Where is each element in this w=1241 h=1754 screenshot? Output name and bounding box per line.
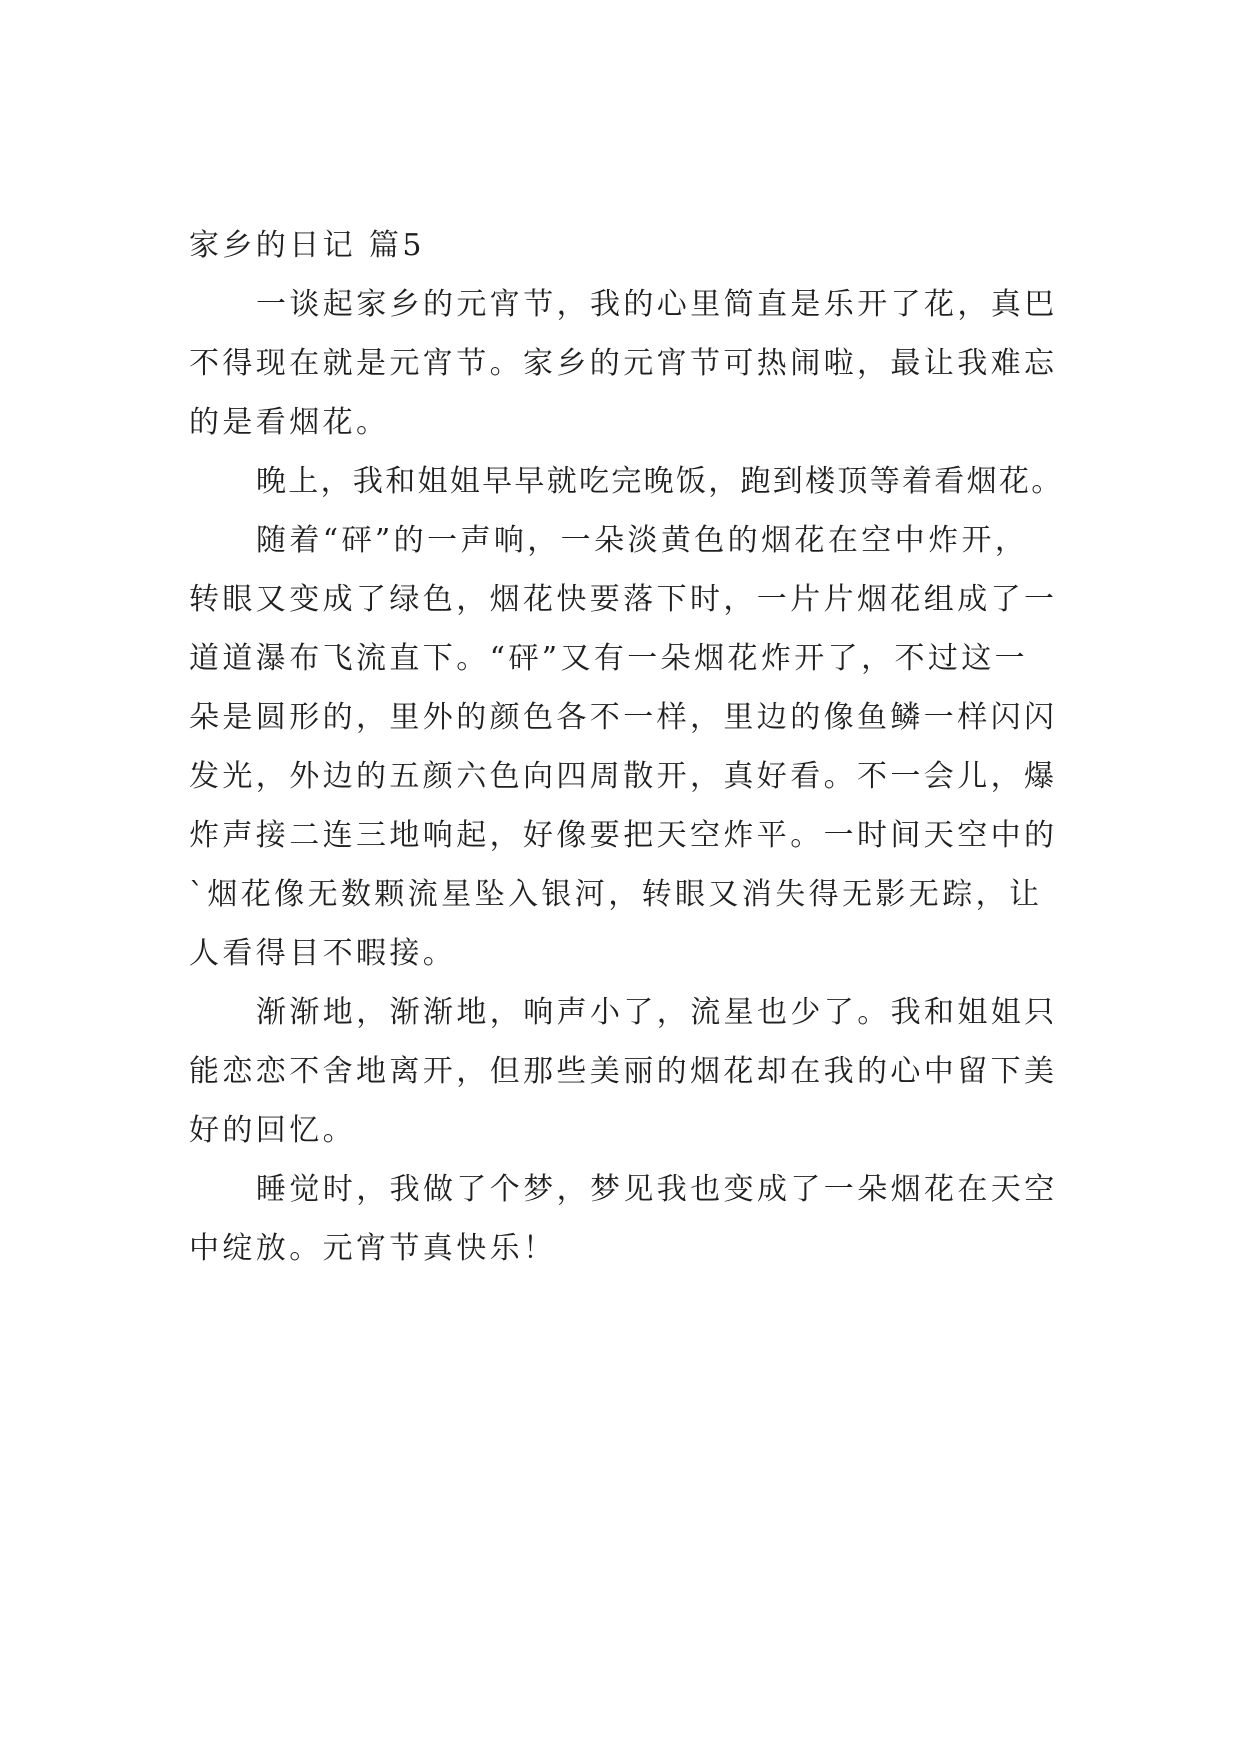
paragraph-line: 转眼又变成了绿色，烟花快要落下时，一片片烟花组成了一: [189, 582, 1058, 617]
paragraph-line: 的是看烟花。: [189, 405, 390, 440]
paragraph-line: 炸声接二连三地响起，好像要把天空炸平。一时间天空中的: [189, 818, 1058, 853]
paragraph-line: 一谈起家乡的元宵节，我的心里简直是乐开了花，真巴: [256, 287, 1058, 322]
paragraph-line: 中绽放。元宵节真快乐！: [189, 1231, 557, 1266]
paragraph-line: 朵是圆形的，里外的颜色各不一样，里边的像鱼鳞一样闪闪: [189, 700, 1058, 735]
paragraph-line: 能恋恋不舍地离开，但那些美丽的烟花却在我的心中留下美: [189, 1054, 1058, 1089]
paragraph: [189, 983, 1089, 1160]
paragraph: [189, 511, 1089, 983]
paragraph-line: 渐渐地，渐渐地，响声小了，流星也少了。我和姐姐只: [256, 995, 1058, 1030]
paragraph-line: 人看得目不暇接。: [189, 936, 457, 971]
paragraph-line: 道道瀑布飞流直下。“砰”又有一朵烟花炸开了，不过这一: [189, 641, 1029, 676]
paragraph: [189, 275, 1089, 452]
paragraph-line: 睡觉时，我做了个梦，梦见我也变成了一朵烟花在天空: [256, 1172, 1058, 1207]
paragraph: [189, 452, 1089, 511]
paragraph-line: 发光，外边的五颜六色向四周散开，真好看。不一会儿，爆: [189, 759, 1058, 794]
paragraph-line: 好的回忆。: [189, 1113, 356, 1148]
paragraph-line: 不得现在就是元宵节。家乡的元宵节可热闹啦，最让我难忘: [189, 346, 1058, 381]
paragraph-line: `烟花像无数颗流星坠入银河，转眼又消失得无影无踪，让: [189, 877, 1043, 912]
document-title: 家乡的日记 篇5: [189, 228, 425, 263]
paragraph-line: 随着“砰”的一声响，一朵淡黄色的烟花在空中炸开，: [256, 523, 1029, 558]
paragraph: [189, 1160, 1089, 1278]
document-body: [189, 216, 1089, 1278]
paragraph-line: 晚上，我和姐姐早早就吃完晚饭，跑到楼顶等着看烟花。: [256, 464, 1064, 499]
